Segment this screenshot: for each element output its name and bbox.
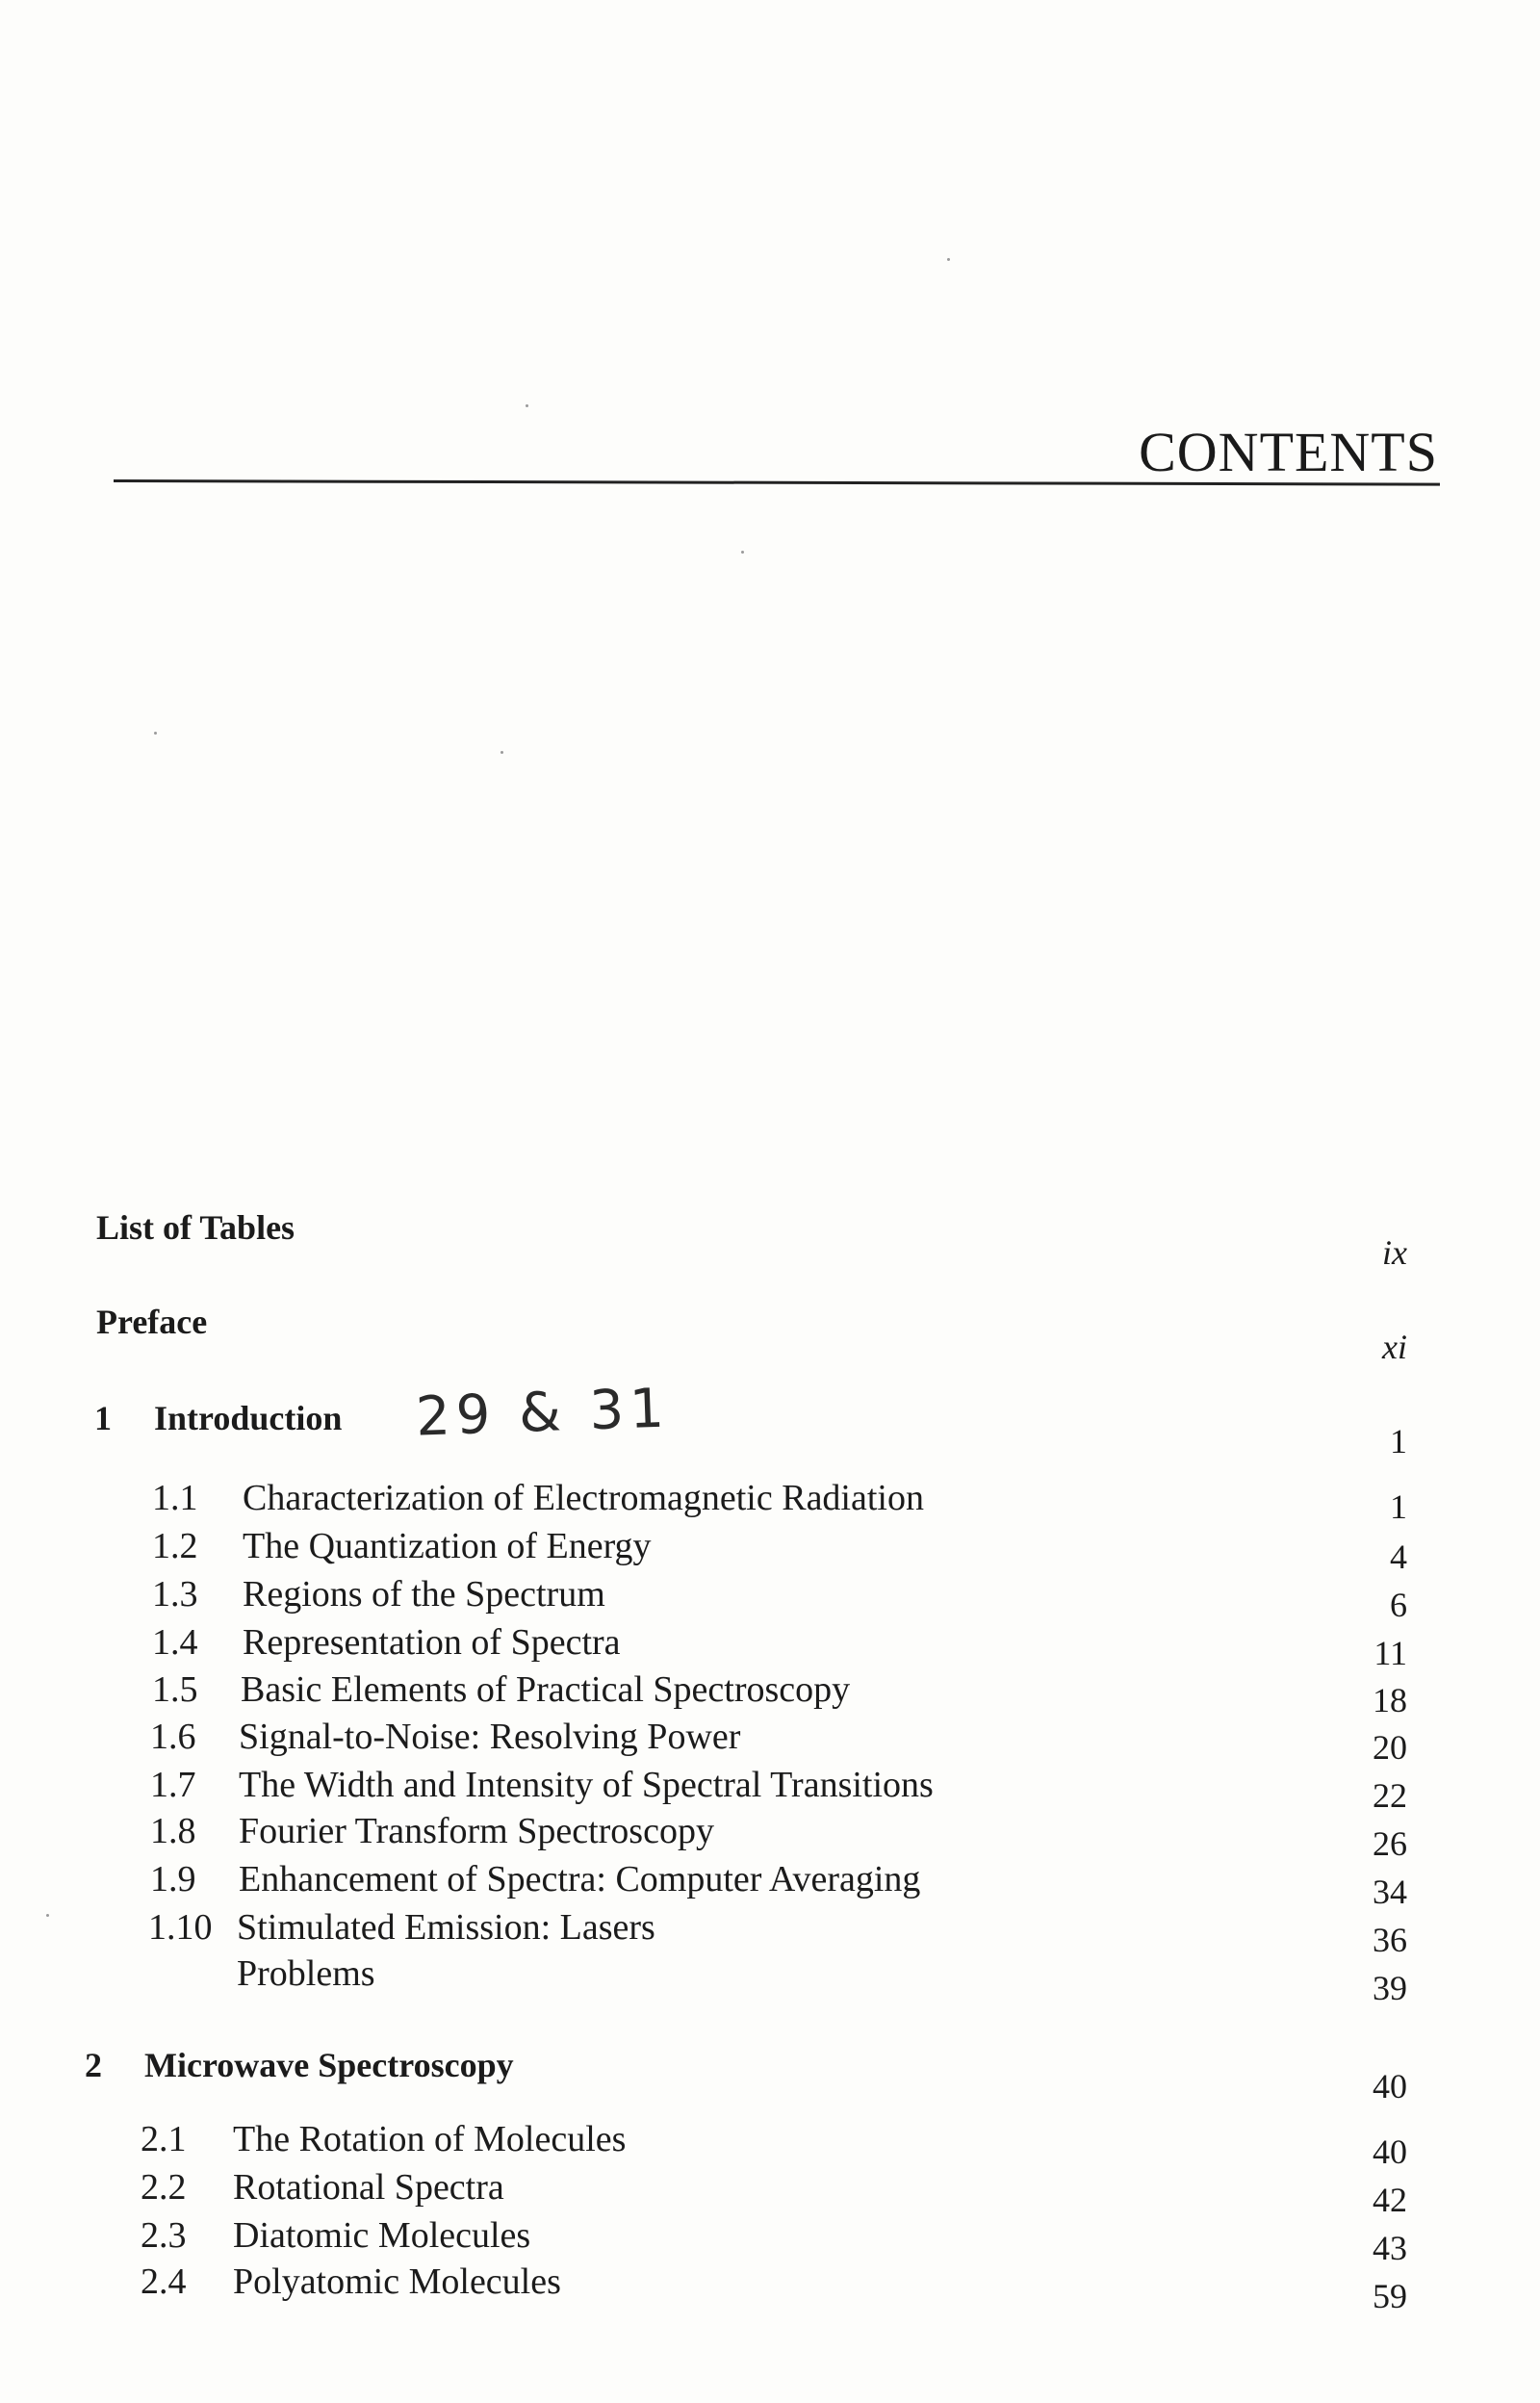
section-page: 11 — [1373, 1634, 1407, 1672]
section-number: 1.1 — [152, 1478, 198, 1518]
toc-section[interactable] — [0, 1573, 1540, 1624]
paper-speck — [741, 551, 744, 554]
chapter-title: Microwave Spectroscopy — [144, 2046, 514, 2084]
section-title: The Width and Intensity of Spectral Transitions — [239, 1765, 934, 1805]
section-page: 1 — [1390, 1487, 1407, 1526]
toc-section[interactable] — [0, 1906, 1540, 1959]
toc-section[interactable] — [0, 1764, 1540, 1815]
section-number: 1.2 — [152, 1526, 198, 1566]
paper-speck — [154, 732, 157, 735]
toc-section[interactable] — [0, 2166, 1540, 2219]
section-number: 1.7 — [150, 1765, 196, 1805]
toc-entry-preface[interactable] — [0, 1302, 1540, 1366]
section-page: 39 — [1373, 1969, 1407, 2007]
section-number: 1.4 — [152, 1622, 198, 1663]
section-title: Basic Elements of Practical Spectroscopy — [241, 1669, 851, 1710]
section-title: Regions of the Spectrum — [243, 1574, 605, 1615]
entry-title: List of Tables — [96, 1208, 295, 1247]
toc-section[interactable] — [0, 2214, 1540, 2267]
section-title: Fourier Transform Spectroscopy — [239, 1811, 714, 1851]
chapter-page: 40 — [1373, 2067, 1407, 2106]
section-title: Signal-to-Noise: Resolving Power — [239, 1717, 741, 1757]
section-title: Enhancement of Spectra: Computer Averaging — [239, 1859, 921, 1899]
section-page: 26 — [1373, 1824, 1407, 1863]
section-page: 42 — [1373, 2181, 1407, 2219]
section-title: Characterization of Electromagnetic Radiation — [243, 1478, 924, 1518]
toc-section[interactable] — [0, 1858, 1540, 1911]
section-title: The Rotation of Molecules — [233, 2119, 627, 2159]
section-number: 2.1 — [141, 2119, 187, 2159]
section-number: 1.3 — [152, 1574, 198, 1615]
toc-section[interactable] — [0, 1716, 1540, 1767]
toc-section[interactable] — [0, 2261, 1540, 2315]
toc-section[interactable] — [0, 1810, 1540, 1863]
toc-entry-list-of-tables[interactable] — [0, 1207, 1540, 1272]
section-page: 43 — [1373, 2229, 1407, 2267]
paper-speck — [500, 751, 503, 754]
toc-section[interactable] — [0, 2118, 1540, 2171]
paper-speck — [947, 258, 950, 261]
toc-section[interactable] — [0, 1621, 1540, 1672]
toc-chapter-2[interactable] — [0, 2045, 1540, 2106]
section-page: 22 — [1373, 1776, 1407, 1815]
chapter-number: 1 — [94, 1399, 112, 1437]
section-page: 6 — [1390, 1586, 1407, 1624]
section-title: Polyatomic Molecules — [233, 2261, 561, 2302]
section-title: Problems — [237, 1953, 375, 1994]
chapter-page: 1 — [1390, 1422, 1407, 1460]
section-page: 18 — [1373, 1681, 1407, 1719]
toc-section-problems[interactable] — [0, 1952, 1540, 2007]
entry-page: xi — [1382, 1328, 1407, 1366]
toc-section[interactable] — [0, 1668, 1540, 1717]
toc-chapter-1[interactable] — [0, 1398, 1540, 1460]
section-page: 59 — [1373, 2277, 1407, 2315]
section-title: Diatomic Molecules — [233, 2215, 531, 2256]
section-title: Stimulated Emission: Lasers — [237, 1907, 655, 1948]
section-number: 1.10 — [148, 1907, 213, 1948]
section-title: Representation of Spectra — [243, 1622, 621, 1663]
section-title: Rotational Spectra — [233, 2167, 504, 2208]
section-page: 4 — [1390, 1537, 1407, 1576]
handwritten-note: 29 & 31 — [414, 1377, 671, 1449]
paper-speck — [526, 404, 528, 407]
section-number: 1.8 — [150, 1811, 196, 1851]
entry-title: Preface — [96, 1303, 208, 1341]
section-number: 2.2 — [141, 2167, 187, 2208]
chapter-number: 2 — [85, 2046, 102, 2084]
chapter-title: Introduction — [154, 1399, 343, 1437]
section-number: 2.4 — [141, 2261, 187, 2302]
toc-section[interactable] — [0, 1477, 1540, 1525]
section-title: The Quantization of Energy — [243, 1526, 652, 1566]
section-number: 1.6 — [150, 1717, 196, 1757]
toc-section[interactable] — [0, 1525, 1540, 1576]
section-page: 34 — [1373, 1873, 1407, 1911]
section-number: 1.5 — [152, 1669, 198, 1710]
section-page: 20 — [1373, 1728, 1407, 1767]
section-page: 36 — [1373, 1921, 1407, 1959]
section-number: 1.9 — [150, 1859, 196, 1899]
section-page: 40 — [1373, 2132, 1407, 2171]
entry-page: ix — [1382, 1233, 1407, 1272]
contents-heading: CONTENTS — [1139, 421, 1438, 483]
section-number: 2.3 — [141, 2215, 187, 2256]
